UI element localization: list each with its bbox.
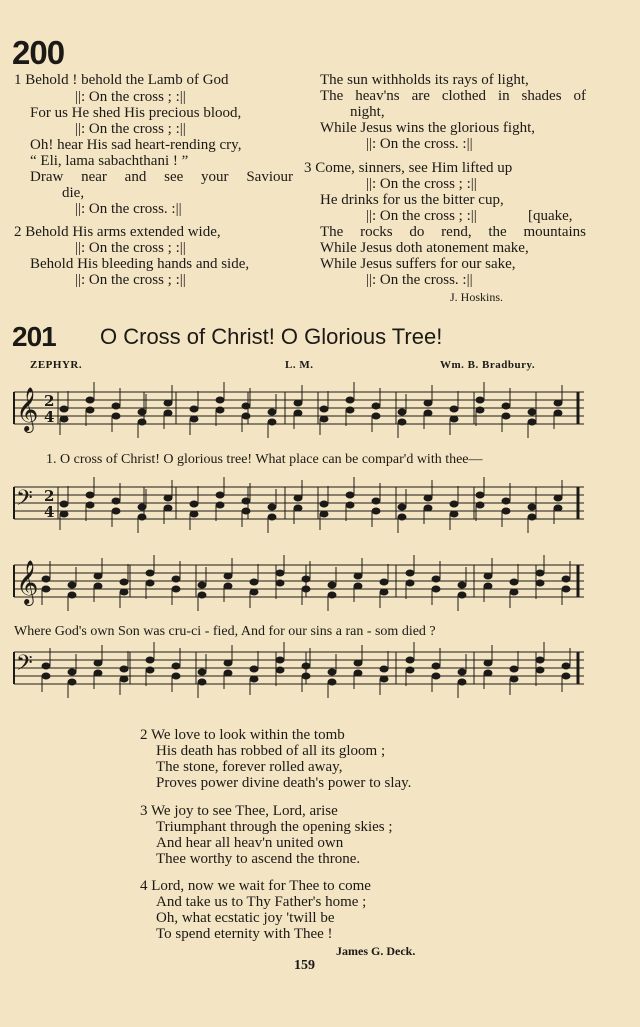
refrain-line: ||: On the cross ; :||: [366, 208, 477, 224]
verse-line: The rocks do rend, the mountains: [320, 224, 586, 240]
refrain-line: ||: On the cross ; :||: [75, 240, 186, 256]
note-head: [42, 673, 50, 679]
note-head: [216, 407, 224, 413]
note-head: [398, 419, 406, 425]
note-head: [320, 416, 328, 422]
note-head: [68, 592, 76, 598]
note-head: [372, 413, 380, 419]
note-head: [380, 589, 388, 595]
note-head: [294, 505, 302, 511]
time-signature-bottom: 4: [44, 408, 55, 426]
note-head: [276, 580, 284, 586]
note-head: [242, 498, 250, 504]
note-head: [86, 407, 94, 413]
note-head: [458, 582, 466, 588]
note-head: [60, 406, 68, 412]
verse-line: 2 We love to look within the tomb: [140, 727, 345, 743]
note-head: [172, 663, 180, 669]
note-head: [146, 580, 154, 586]
note-head: [216, 502, 224, 508]
note-head: [320, 511, 328, 517]
note-head: [172, 586, 180, 592]
note-head: [354, 583, 362, 589]
note-head: [60, 501, 68, 507]
verse-line: To spend eternity with Thee !: [156, 926, 333, 942]
verse-line: And hear all heav'n united own: [156, 835, 344, 851]
page-number: 159: [294, 958, 315, 973]
note-head: [372, 508, 380, 514]
refrain-line: ||: On the cross ; :||: [75, 89, 186, 105]
time-signature-bottom: 4: [44, 503, 55, 521]
note-head: [120, 589, 128, 595]
score-lyric-line-2: Where God's own Son was cru-ci - fied, And for our sins a ran - som died ?: [14, 624, 436, 639]
note-head: [528, 514, 536, 520]
note-head: [406, 580, 414, 586]
note-head: [268, 514, 276, 520]
hymn-200-author: J. Hoskins.: [450, 290, 504, 304]
note-head: [502, 403, 510, 409]
note-head: [354, 670, 362, 676]
score-lyric-line-1: 1. O cross of Christ! O glorious tree! What place can be compar'd with thee—: [46, 452, 483, 467]
note-head: [502, 413, 510, 419]
verse-line: Oh! hear His sad heart-rending cry,: [30, 137, 242, 153]
refrain-line: ||: On the cross ; :||: [75, 272, 186, 288]
verse-line: While Jesus doth atonement make,: [320, 240, 529, 256]
note-head: [68, 679, 76, 685]
note-head: [224, 573, 232, 579]
refrain-line: ||: On the cross. :||: [366, 136, 473, 152]
note-head: [276, 657, 284, 663]
note-head: [502, 508, 510, 514]
note-head: [190, 501, 198, 507]
verse-line: night,: [350, 104, 385, 120]
note-head: [120, 676, 128, 682]
verse-line: And take us to Thy Father's home ;: [156, 894, 367, 910]
note-head: [432, 576, 440, 582]
note-head: [294, 400, 302, 406]
note-head: [276, 570, 284, 576]
note-head: [164, 505, 172, 511]
note-head: [398, 514, 406, 520]
note-head: [450, 416, 458, 422]
note-head: [302, 673, 310, 679]
verse-line: Oh, what ecstatic joy 'twill be: [156, 910, 335, 926]
hymn-201-number: 201: [12, 321, 56, 352]
hymn-200-number: 200: [12, 34, 65, 71]
verse-line: Triumphant through the opening skies ;: [156, 819, 393, 835]
note-head: [346, 502, 354, 508]
hymn-201-title: O Cross of Christ! O Glorious Tree!: [100, 324, 443, 349]
note-head: [86, 492, 94, 498]
note-head: [146, 657, 154, 663]
note-head: [554, 495, 562, 501]
note-head: [120, 579, 128, 585]
note-head: [354, 660, 362, 666]
verse-line: Draw near and see your Saviour: [30, 169, 293, 185]
note-head: [328, 669, 336, 675]
note-head: [190, 416, 198, 422]
note-head: [346, 492, 354, 498]
note-head: [94, 660, 102, 666]
note-head: [112, 403, 120, 409]
note-head: [86, 397, 94, 403]
verse-line: While Jesus suffers for our sake,: [320, 256, 516, 272]
note-head: [432, 586, 440, 592]
note-head: [216, 397, 224, 403]
note-head: [94, 670, 102, 676]
note-head: [276, 667, 284, 673]
note-head: [138, 409, 146, 415]
verse-line: 3 Come, sinners, see Him lifted up: [304, 160, 513, 176]
note-head: [528, 504, 536, 510]
note-head: [476, 397, 484, 403]
note-head: [372, 498, 380, 504]
note-head: [138, 514, 146, 520]
note-head: [242, 508, 250, 514]
verse-line: die,: [62, 185, 85, 201]
note-head: [536, 657, 544, 663]
note-head: [432, 673, 440, 679]
note-head: [242, 413, 250, 419]
note-head: [302, 576, 310, 582]
note-head: [42, 586, 50, 592]
note-head: [60, 416, 68, 422]
note-head: [398, 409, 406, 415]
note-head: [224, 670, 232, 676]
note-head: [510, 589, 518, 595]
verse-line: 4 Lord, now we wait for Thee to come: [140, 878, 371, 894]
tune-name: ZEPHYR.: [30, 359, 83, 371]
note-head: [302, 586, 310, 592]
note-head: [294, 410, 302, 416]
note-head: [484, 573, 492, 579]
note-head: [250, 579, 258, 585]
note-head: [536, 570, 544, 576]
verse-line: 1 Behold ! behold the Lamb of God: [14, 72, 229, 88]
note-head: [398, 504, 406, 510]
note-head: [250, 589, 258, 595]
note-head: [250, 666, 258, 672]
note-head: [164, 400, 172, 406]
note-head: [112, 508, 120, 514]
verse-line: The sun withholds its rays of light,: [320, 72, 529, 88]
verse-line: 2 Behold His arms extended wide,: [14, 224, 221, 240]
note-head: [172, 673, 180, 679]
note-head: [528, 409, 536, 415]
verse-line: Proves power divine death's power to slay.: [156, 775, 412, 791]
note-head: [484, 670, 492, 676]
verse-line: [quake,: [528, 208, 573, 224]
note-head: [450, 511, 458, 517]
note-head: [198, 592, 206, 598]
note-head: [112, 413, 120, 419]
note-head: [528, 419, 536, 425]
note-head: [302, 663, 310, 669]
note-head: [198, 669, 206, 675]
verse-line: For us He shed His precious blood,: [30, 105, 242, 121]
note-head: [554, 400, 562, 406]
note-head: [476, 407, 484, 413]
note-head: [458, 669, 466, 675]
note-head: [406, 667, 414, 673]
note-head: [380, 676, 388, 682]
note-head: [450, 501, 458, 507]
note-head: [164, 495, 172, 501]
treble-clef: 𝄞: [16, 387, 39, 431]
refrain-line: ||: On the cross. :||: [366, 272, 473, 288]
note-head: [190, 406, 198, 412]
note-head: [146, 667, 154, 673]
refrain-line: ||: On the cross ; :||: [366, 176, 477, 192]
note-head: [268, 419, 276, 425]
note-head: [250, 676, 258, 682]
verse-line: 3 We joy to see Thee, Lord, arise: [140, 803, 338, 819]
verse-line: Behold His bleeding hands and side,: [30, 256, 250, 272]
note-head: [328, 679, 336, 685]
note-head: [510, 666, 518, 672]
note-head: [242, 403, 250, 409]
note-head: [510, 676, 518, 682]
note-head: [380, 579, 388, 585]
time-signature-top: 2: [44, 392, 55, 410]
note-head: [450, 406, 458, 412]
note-head: [216, 492, 224, 498]
verse-line: The stone, forever rolled away,: [156, 759, 343, 775]
note-head: [120, 666, 128, 672]
note-head: [554, 505, 562, 511]
note-head: [502, 498, 510, 504]
note-head: [190, 511, 198, 517]
note-head: [476, 492, 484, 498]
note-head: [320, 501, 328, 507]
note-head: [328, 582, 336, 588]
note-head: [406, 657, 414, 663]
note-head: [146, 570, 154, 576]
note-head: [328, 592, 336, 598]
refrain-line: ||: On the cross ; :||: [75, 121, 186, 137]
note-head: [424, 495, 432, 501]
note-head: [268, 409, 276, 415]
note-head: [68, 582, 76, 588]
note-head: [60, 511, 68, 517]
note-head: [554, 410, 562, 416]
note-head: [510, 579, 518, 585]
note-head: [562, 586, 570, 592]
meter: L. M.: [285, 359, 314, 371]
note-head: [320, 406, 328, 412]
note-head: [432, 663, 440, 669]
note-head: [424, 505, 432, 511]
note-head: [86, 502, 94, 508]
refrain-line: ||: On the cross. :||: [75, 201, 182, 217]
bass-clef: 𝄢: [16, 651, 33, 681]
note-head: [224, 660, 232, 666]
treble-clef: 𝄞: [16, 560, 39, 604]
note-head: [138, 419, 146, 425]
note-head: [268, 504, 276, 510]
note-head: [372, 403, 380, 409]
note-head: [562, 663, 570, 669]
note-head: [458, 679, 466, 685]
note-head: [562, 576, 570, 582]
note-head: [198, 679, 206, 685]
note-head: [164, 410, 172, 416]
note-head: [380, 666, 388, 672]
note-head: [172, 576, 180, 582]
note-head: [68, 669, 76, 675]
note-head: [42, 663, 50, 669]
note-head: [458, 592, 466, 598]
note-head: [94, 573, 102, 579]
note-head: [224, 583, 232, 589]
note-head: [536, 667, 544, 673]
note-head: [294, 495, 302, 501]
verse-line: “ Eli, lama sabachthani ! ”: [30, 153, 189, 169]
note-head: [406, 570, 414, 576]
time-signature-top: 2: [44, 487, 55, 505]
verse-line: He drinks for us the bitter cup,: [320, 192, 504, 208]
note-head: [354, 573, 362, 579]
note-head: [112, 498, 120, 504]
composer: Wm. B. Bradbury.: [440, 359, 536, 371]
note-head: [346, 407, 354, 413]
note-head: [424, 400, 432, 406]
note-head: [94, 583, 102, 589]
note-head: [346, 397, 354, 403]
note-head: [484, 660, 492, 666]
note-head: [562, 673, 570, 679]
verse-line: The heav'ns are clothed in shades of: [320, 88, 586, 104]
bass-clef: 𝄢: [16, 486, 33, 516]
note-head: [476, 502, 484, 508]
note-head: [138, 504, 146, 510]
verse-line: Thee worthy to ascend the throne.: [156, 851, 361, 867]
note-head: [484, 583, 492, 589]
hymn-201-author: James G. Deck.: [336, 944, 416, 958]
note-head: [198, 582, 206, 588]
note-head: [424, 410, 432, 416]
verse-line: His death has robbed of all its gloom ;: [156, 743, 386, 759]
verse-line: While Jesus wins the glorious fight,: [320, 120, 535, 136]
note-head: [536, 580, 544, 586]
note-head: [42, 576, 50, 582]
